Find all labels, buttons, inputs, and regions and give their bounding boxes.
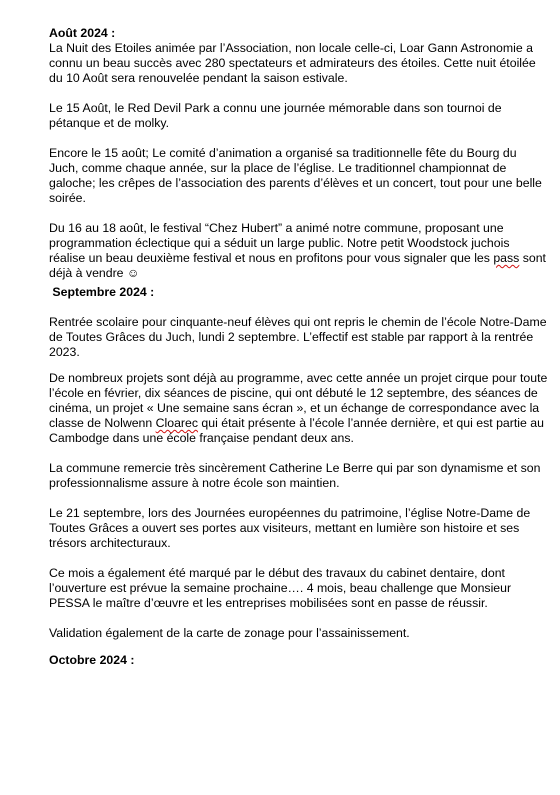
festival-text: Du 16 au 18 août, le festival “Chez Hubert” a animé notre commune, proposant une programmation éclectique qui a séduit un large public. Notre petit Woodstock juchois réalise un beau deuxième festival et nous en profitons pour vous signaler que les (49, 221, 510, 265)
paragraph-rentree-scolaire: Rentrée scolaire pour cinquante-neuf élèves qui ont repris le chemin de l’école Notre-Dame de Toutes Grâces du Juch, lundi 2 septembre. L’effectif est stable par rapport à la rentrée 2023. (49, 315, 547, 359)
projects-text: De nombreux projets sont déjà au programme, avec cette année un projet cirque pour toute l’école en février, dix séances de piscine, qui ont débuté le 12 septembre, des séances de cinéma, un projet « Une semaine sans écran », et un échange de correspondance avec la classe de Nolwenn (49, 371, 548, 430)
paragraph-cabinet-dentaire: Ce mois a également été marqué par le début des travaux du cabinet dentaire, dont l’ouverture est prévue la semaine prochaine…. 4 mois, beau challenge que Monsieur PESSA le maître d’œuvre et les entreprises mobilisées sont en passe de réussir. (49, 566, 512, 610)
paragraph-journees-patrimoine: Le 21 septembre, lors des Journées européennes du patrimoine, l’église Notre-Dame de Toutes Grâces a ouvert ses portes aux visiteurs, mettant en lumière son histoire et ses trésors architecturaux. (49, 506, 531, 550)
document-page (49, 26, 549, 668)
festival-text-end: sont déjà à vendre ☺ (49, 251, 546, 280)
section-heading-october: Octobre 2024 : (49, 653, 135, 667)
paragraph-fete-du-bourg: Encore le 15 août; Le comité d’animation a organisé sa traditionnelle fête du Bourg du Juch, comme chaque année, sur la place de l’église. Le traditionnel championnat de galoche; les crêpes de l’association des parents d’élèves et un concert, tout pour une belle soirée. (49, 146, 542, 205)
paragraph-nuit-des-etoiles: La Nuit des Etoiles animée par l’Association, non locale celle-ci, Loar Gann Astronomie a connu un beau succès avec 280 spectateurs et admirateurs des étoiles. Cette nuit étoilée du 10 Août sera renouvelée pendant la saison estivale. (49, 41, 536, 85)
projects-text-end: qui était présente à l’école l’année dernière, et qui est partie au Cambodge dans une école française pendant deux ans. (49, 416, 544, 445)
spellcheck-flagged-word[interactable]: pass (493, 251, 520, 265)
section-heading-september: Septembre 2024 : (49, 285, 155, 299)
section-heading-august: Août 2024 : (49, 26, 116, 40)
paragraph-zonage: Validation également de la carte de zonage pour l’assainissement. (49, 626, 410, 640)
paragraph-remerciement: La commune remercie très sincèrement Catherine Le Berre qui par son dynamisme et son professionnalisme assure à notre école son maintien. (49, 461, 541, 490)
spellcheck-flagged-name[interactable]: Cloarec (155, 416, 199, 430)
paragraph-red-devil-park: Le 15 Août, le Red Devil Park a connu une journée mémorable dans son tournoi de pétanque et de molky. (49, 101, 502, 130)
paragraph-projets-ecole (49, 371, 549, 446)
paragraph-festival-chez-hubert (49, 221, 549, 281)
